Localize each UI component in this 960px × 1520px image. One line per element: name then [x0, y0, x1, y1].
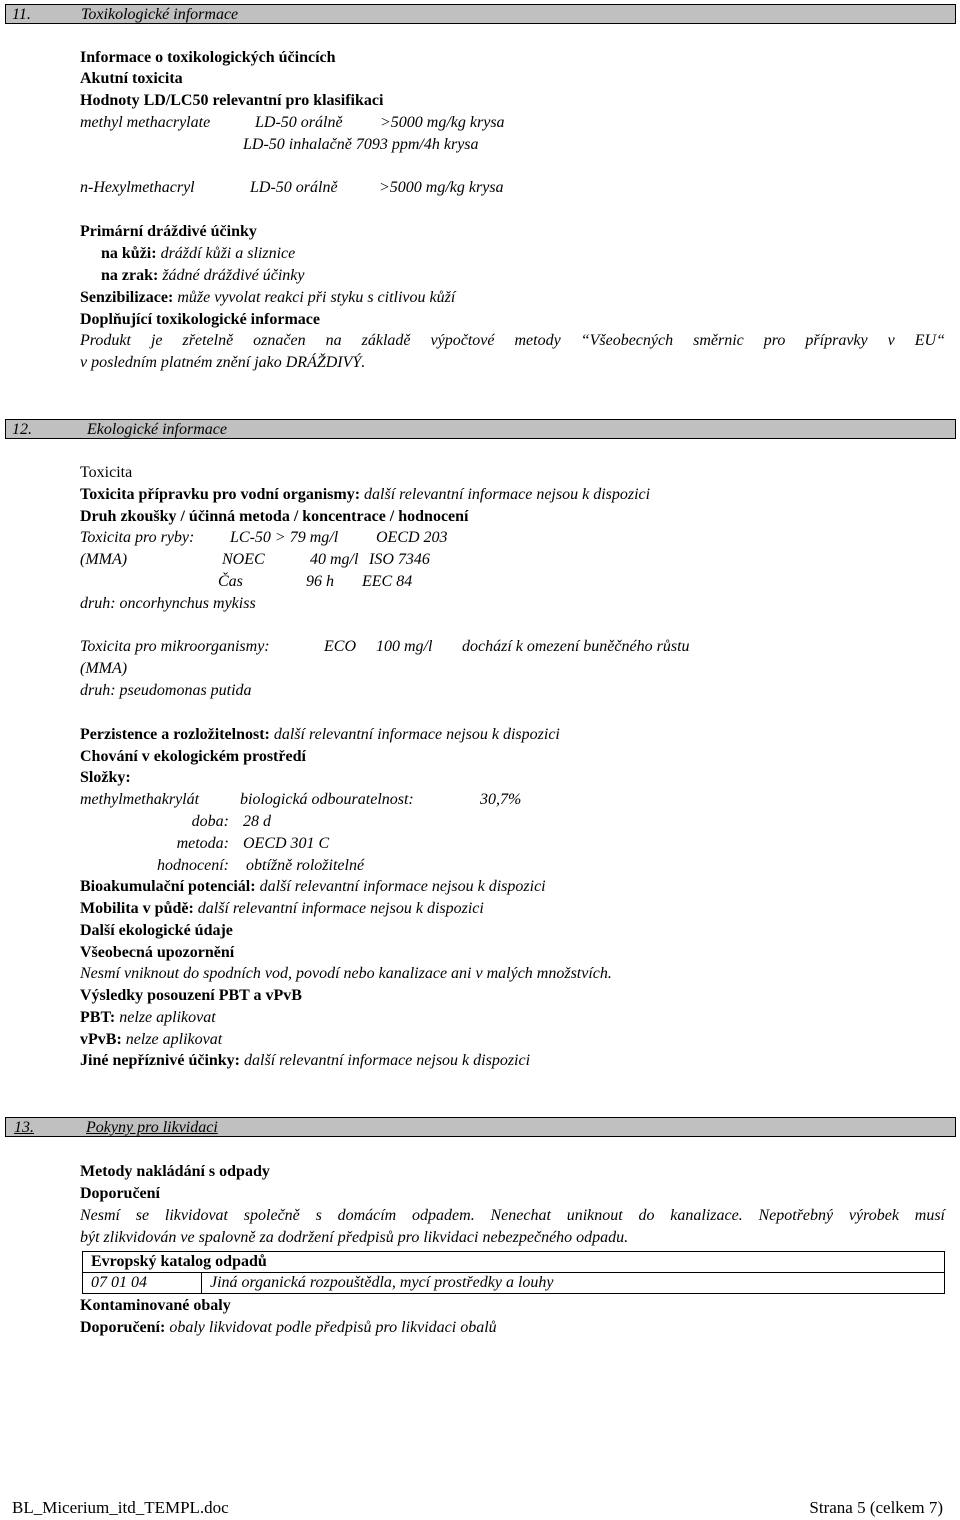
vpvb-result: vPvB: nelze aplikovat [80, 1031, 223, 1048]
biodeg-value: 30,7% [480, 791, 522, 808]
heading-acute-toxicity: Akutní toxicita [80, 70, 183, 87]
substance-name: n-Hexylmethacryl [80, 179, 195, 196]
general-notes-text: Nesmí vniknout do spodních vod, povodí nebo kanalizace ani v malých množstvích. [80, 965, 612, 982]
heading-behaviour: Chování v ekologickém prostředí [80, 748, 306, 765]
method-label: metoda: [176, 835, 229, 852]
heading-toxicity: Toxicita [80, 464, 133, 481]
packaging-recommendation: Doporučení: obaly likvidovat podle předpisů pro likvidaci obalů [80, 1319, 497, 1336]
fish-species: druh: oncorhynchus mykiss [80, 595, 256, 612]
persistence: Perzistence a rozložitelnost: další relevantní informace nejsou k dispozici [80, 726, 560, 743]
ld50-oral-label: LD-50 orálně [250, 179, 338, 196]
eye-effect: na zrak: žádné dráždivé účinky [101, 267, 305, 284]
classification-paragraph: Produkt je zřetelně označen na základě výpočtové metody “Všeobecných směrnic pro přípravky v EU“ [80, 332, 945, 349]
heading-pbt: Výsledky posouzení PBT a vPvB [80, 987, 302, 1004]
micro-species: druh: pseudomonas putida [80, 682, 252, 699]
mma-label: (MMA) [80, 551, 128, 568]
time-method: EEC 84 [362, 573, 413, 590]
heading-recommendation: Doporučení [80, 1185, 160, 1202]
table-row [83, 1273, 945, 1294]
aquatic-toxicity: Toxicita přípravku pro vodní organismy: další relevantní informace nejsou k dispozici [80, 486, 651, 503]
section-title: Pokyny pro likvidaci [86, 1119, 218, 1136]
heading-ld-values: Hodnoty LD/LC50 relevantní pro klasifikaci [80, 92, 384, 109]
waste-description: Jiná organická rozpouštědla, mycí prostředky a louhy [202, 1273, 945, 1294]
ld50-oral-label: LD-50 orálně [255, 114, 343, 131]
heading-further-eco: Další ekologické údaje [80, 922, 233, 939]
method-value: OECD 301 C [243, 835, 330, 852]
evaluation-value: obtížně roložitelné [246, 857, 365, 874]
mma-label: (MMA) [80, 660, 128, 677]
footer-page-number: Strana 5 (celkem 7) [809, 1498, 943, 1517]
micro-eco: ECO [324, 638, 356, 655]
recommendation-text: Nesmí se likvidovat společně s domácím odpadem. Nenechat uniknout do kanalizace. Nepotřebný výrobek musí [80, 1207, 945, 1224]
bioaccumulation: Bioakumulační potenciál: další relevantní informace nejsou k dispozici [80, 878, 546, 895]
micro-toxicity-label: Toxicita pro mikroorganismy: [80, 638, 270, 655]
heading-waste-methods: Metody nakládání s odpady [80, 1163, 270, 1180]
ld50-oral-value: >5000 mg/kg krysa [379, 179, 504, 196]
micro-value: 100 mg/l [376, 638, 433, 655]
heading-general-notes: Všeobecná upozornění [80, 944, 235, 961]
micro-result: dochází k omezení buněčného růstu [462, 638, 690, 655]
footer-filename: BL_Micerium_itd_TEMPL.doc [12, 1498, 229, 1517]
section-11-header [5, 4, 956, 24]
ld50-oral-value: >5000 mg/kg krysa [380, 114, 505, 131]
substance-name: methyl methacrylate [80, 114, 211, 131]
heading-contaminated-packaging: Kontaminované obaly [80, 1297, 231, 1314]
other-effects: Jiné nepříznivé účinky: další relevantní informace nejsou k dispozici [80, 1052, 531, 1069]
fish-lc50-method: OECD 203 [376, 529, 448, 546]
evaluation-label: hodnocení: [157, 857, 229, 874]
heading-primary-irritation: Primární dráždivé účinky [80, 223, 257, 240]
time-label: Čas [218, 573, 243, 590]
biodeg-label: biologická odbouratelnost: [240, 791, 414, 808]
sensitization: Senzibilizace: může vyvolat reakci při styku s citlivou kůží [80, 289, 456, 306]
section-number: 12. [12, 421, 32, 438]
section-number: 13. [14, 1119, 34, 1136]
section-title: Toxikologické informace [81, 6, 239, 23]
skin-effect: na kůži: dráždí kůži a sliznice [101, 245, 296, 262]
time-value: 96 h [306, 573, 334, 590]
heading-tox-effects: Informace o toxikologických účincích [80, 49, 336, 66]
duration-value: 28 d [243, 813, 271, 830]
waste-code: 07 01 04 [83, 1273, 202, 1294]
ld50-inhalation: LD-50 inhalačně 7093 ppm/4h krysa [243, 136, 479, 153]
noec-method: ISO 7346 [369, 551, 430, 568]
section-title: Ekologické informace [87, 421, 227, 438]
heading-additional-info: Doplňující toxikologické informace [80, 311, 320, 328]
noec-value: 40 mg/l [310, 551, 359, 568]
noec-label: NOEC [222, 551, 265, 568]
recommendation-text-end: být zlikvidován ve spalovně za dodržení předpisů pro likvidaci nebezpečného odpadu. [80, 1229, 629, 1246]
table-header: Evropský katalog odpadů [83, 1252, 945, 1273]
duration-label: doba: [191, 813, 229, 830]
components-label: Složky: [80, 769, 131, 786]
waste-catalog-table [82, 1251, 945, 1294]
section-13-header [5, 1117, 956, 1137]
table-row [83, 1252, 945, 1273]
fish-lc50: LC-50 > 79 mg/l [230, 529, 339, 546]
soil-mobility: Mobilita v půdě: další relevantní informace nejsou k dispozici [80, 900, 484, 917]
test-type-heading: Druh zkoušky / účinná metoda / koncentrace / hodnocení [80, 508, 469, 525]
classification-paragraph-end: v posledním platném znění jako DRÁŽDIVÝ. [80, 354, 366, 371]
fish-toxicity-label: Toxicita pro ryby: [80, 529, 195, 546]
section-number: 11. [12, 6, 31, 23]
component-name: methylmethakrylát [80, 791, 200, 808]
pbt-result: PBT: nelze aplikovat [80, 1009, 216, 1026]
section-12-header [5, 419, 956, 439]
